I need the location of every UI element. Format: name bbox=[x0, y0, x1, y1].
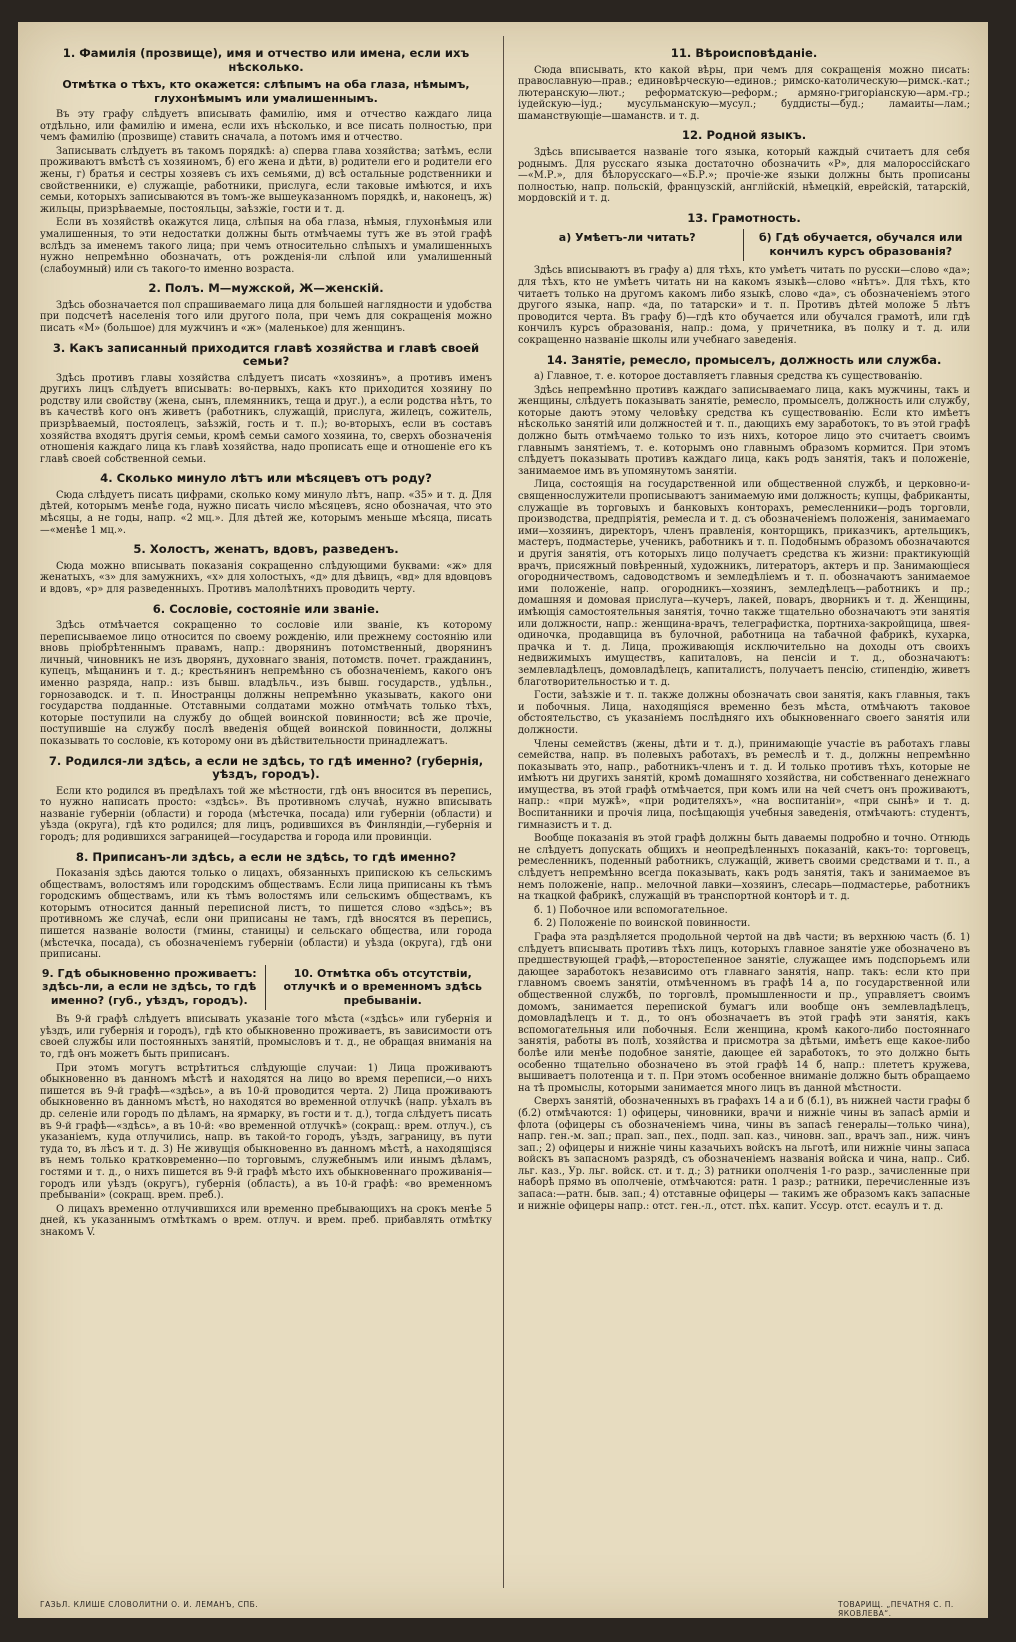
section-4-title: 4. Сколько минуло лѣтъ или мѣсяцевъ отъ роду? bbox=[100, 471, 432, 486]
section-1-paragraph: Записывать слѣдуетъ въ такомъ порядкѣ: а) сперва глава хозяйства; затѣмъ, если проживаютъ вмѣстѣ съ хозяиномъ, б) его жена и дѣти, в) родители его и родители его жены, г) братья и сестры хозяевъ съ ихъ семьями, д) всѣ остальные родственники и свойственники, е) служащіе, работники, прислуга, если таковые имѣются, и ихъ семьи, которыхъ записываются въ томъ-же вышеуказанномъ порядкѣ, и, наконецъ, ж) жильцы, призрѣваемые, постояльцы, заѣзжіе, гости и т. д. bbox=[40, 145, 492, 215]
section-13b-title: б) Гдѣ обучается, обучался или кончилъ курсъ образованія? bbox=[759, 231, 963, 258]
section-14a-heading: а) Главное, т. е. которое доставляетъ главныя средства къ существованію. bbox=[534, 371, 923, 383]
section-9-paragraph: Въ 9-й графѣ слѣдуетъ вписывать указаніе того мѣста («здѣсь» или губернія и уѣздъ, или губернія и городъ), гдѣ кто обыкновенно проживаетъ, въ зависимости отъ своей службы или постоянныхъ занятій, промысловъ и т. д., не обращая вниманія на то, гдѣ онъ можетъ быть приписанъ. bbox=[40, 1014, 492, 1061]
section-12-paragraph: Здѣсь вписывается названіе того языка, который каждый считаетъ для себя роднымъ. Для русскаго языка достаточно обозначить «Р», для малороссійскаго—«М.Р.», для бѣлорусскаго—«Б.Р.»; прочіе-же языки должны быть прописаны полностью, напр. польскій, французскій, англійскій, нѣмецкій, еврейскій, татарскій, мордовскій и т. д. bbox=[518, 146, 970, 205]
section-10-title: 10. Отмѣтка объ отсутствіи, отлучкѣ и о временномъ здѣсь пребываніи. bbox=[283, 966, 482, 1007]
section-11-title: 11. Вѣроисповѣданіе. bbox=[670, 46, 818, 60]
column-divider bbox=[503, 36, 504, 1588]
section-11-paragraph: Сюда вписывать, кто какой вѣры, при чемъ для сокращенія можно писать: православную—прав.; единовѣрческую—единов.; римско-католическую—римск.-кат.; лютеранскую—лют.; реформатскую—реформ.; армяно-григоріанскую—арм.-гр.; іудейскую—іуд.; мусульманскую—мусул.; буддисты—буд.; ламаиты—лам.; шаманствующіе—шаманств. и т. д. bbox=[518, 64, 970, 122]
section-13a-title: а) Умѣетъ-ли читать? bbox=[558, 231, 696, 245]
section-9-paragraph: О лицахъ временно отлучившихся или временно пребывающихъ на срокъ менѣе 5 дней, къ указаннымъ отмѣткамъ о врем. отлуч. и врем. преб. прибавлять отмѣтку знакомъ V. bbox=[40, 1203, 492, 1238]
section-8-paragraph: Показанія здѣсь даются только о лицахъ, обязанныхъ припискою къ сельскимъ обществамъ, волостямъ или городскимъ обществамъ. Если лица приписаны къ тѣмъ городскимъ обществамъ, или къ тѣмъ волостямъ или сельскимъ обществамъ, къ которымъ относится данный переписной листъ, то пишется слово «здѣсь»; въ противномъ же случаѣ, если они приписаны не тамъ, гдѣ вносятся въ перепись, пишется названіе волости (гмины, станицы) и сельскаго общества, или города (мѣстечка, посада), съ обозначеніемъ губерніи (области) и уѣзда (округа), гдѣ они приписаны. bbox=[40, 868, 492, 961]
section-3-title: 3. Какъ записанный приходится главѣ хозяйства и главѣ своей семьи? bbox=[52, 340, 480, 369]
section-13-title: 13. Грамотность. bbox=[687, 210, 801, 225]
section-2-paragraph: Здѣсь обозначается пол спрашиваемаго лица для большей наглядности и удобства при подсчетѣ населенія того или другого пола, при чемъ для сокращенія можно писать «М» (большое) для мужчинъ и «ж» (маленькое) для женщинъ. bbox=[40, 299, 492, 334]
section-5-title: 5. Холостъ, женатъ, вдовъ, разведенъ. bbox=[133, 542, 399, 557]
census-instructions-sheet bbox=[18, 22, 988, 1618]
section-8-title: 8. Приписанъ-ли здѣсь, а если не здѣсь, то гдѣ именно? bbox=[75, 849, 457, 864]
section-14-paragraph: Гости, заѣзжіе и т. п. также должны обозначать свои занятія, какъ главныя, такъ и побочныя. Лица, находящіяся временно безъ мѣста, отмѣчаютъ таковое обстоятельство, съ указаніемъ послѣдняго ихъ обыкновеннаго своего занятія или должности. bbox=[518, 690, 970, 736]
section-13-paragraph: Здѣсь вписываютъ въ графу а) для тѣхъ, кто умѣетъ читать по русски—слово «да»; для тѣхъ, кто не умѣетъ читать ни на какомъ языкѣ—слово «нѣтъ». Для тѣхъ, кто читаетъ только на другомъ какомъ либо языкѣ, слово «да», съ обозначеніемъ этого другого языка, напр. «да, по татарски» и т. п. Противъ дѣтей моложе 5 лѣтъ проводится черта. Въ графу б)—гдѣ кто обучается или обучался грамотѣ, или гдѣ кончилъ курсъ образованія, напр.: дома, у причетника, въ полку и т. д. или сокращенно названіе школы или учебнаго заведенія. bbox=[518, 265, 970, 346]
section-4-paragraph: Сюда слѣдуетъ писать цифрами, сколько кому минуло лѣтъ, напр. «35» и т. д. Для дѣтей, которымъ менѣе года, нужно писать число мѣсяцевъ, ясно обозначая, что это мѣсяцы, а не годы, напр. «2 мц.». Для дѣтей же, которымъ меньше мѣсяца, писать—«менѣе 1 мц.». bbox=[40, 489, 492, 536]
section-7-title: 7. Родился-ли здѣсь, а если не здѣсь, то гдѣ именно? (губернія, уѣздъ, городъ). bbox=[48, 753, 484, 782]
section-14-paragraph: Лица, состоящія на государственной или общественной службѣ, и церковно-и-священнослужители прописываютъ занимаемую ими должность; купцы, фабриканты, служащіе въ торговыхъ и банковыхъ конторахъ, ремесленники—родъ торговли, производства, предпріятія, ремесла и т. д. съ обозначеніемъ положенія, занимаемаго ими—хозяинъ, директоръ, членъ правленія, конторщикъ, приказчикъ, артельщикъ, мастеръ, подмастерье, ученикъ, работникъ и т. п. Подобнымъ образомъ обозначаются и другія занятія, отъ которыхъ лицо получаетъ средства къ жизни: практикующій врачъ, присяжный повѣренный, художникъ, литераторъ, актеръ и пр. Занимающіеся огородничествомъ, садоводствомъ и земледѣліемъ и т. п. обозначаютъ занимаемое ими положеніе, напр. огородникъ—хозяинъ, земледѣлецъ—работникъ и пр.; домашняя и домовая прислуга—кучеръ, лакей, поваръ, дворникъ и т. д. Женщины, имѣющія самостоятельныя занятія, точно также тщательно обозначаютъ эти занятія или должности, напр.: женщина-врачъ, телеграфистка, портниха-закройщица, швея-одиночка, продавщица въ булочной, работница на табачной фабрикѣ, кухарка, прачка и т. д. Лица, проживающія исключительно на доходы отъ своихъ недвижимыхъ имуществъ, капиталовъ, на пенсіи и т. д., обозначаютъ: землевладѣлецъ, домовладѣлецъ, капиталистъ, получаетъ пенсію, стипендію, живетъ благотворительностью и т. д. bbox=[518, 479, 970, 688]
section-13-subheader bbox=[518, 229, 970, 261]
section-14-paragraph: Сверхъ занятій, обозначенныхъ въ графахъ 14 а и б (б.1), въ нижней части графы б (б.2) отмѣчаются: 1) офицеры, чиновники, врачи и нижніе чины въ запасѣ арміи и флота (офицеры съ обозначеніемъ чина, чины въ запасѣ генералы—только чина), напр. ген.-м. зап.; прап. зап., пех., подп. зап. каз., чиновн. зап., врачъ зап., ниж. чинъ зап.; 2) офицеры и нижніе чины казачьихъ войскъ на льготѣ, или нижніе чины запаса войскъ въ запасномъ разрядѣ, съ обозначеніемъ названія войска и чина, напр.. Сиб. льг. каз., Ур. льг. войск. ст. и т. д.; 3) ратники ополченія 1-го разр., зачисленные при наборѣ прямо въ ополченіе, отмѣчаются: ратн. 1 разр.; ратники, перечисленные изъ запаса:—ратн. быв. зап.; 4) отставные офицеры — такимъ же образомъ какъ запасные и нижніе офицеры напр.: отст. ген.-л., отст. пѣх. капит. Уссур. отст. есаулъ и т. д. bbox=[518, 1096, 970, 1212]
section-14-paragraph: Вообще показанія въ этой графѣ должны быть даваемы подробно и точно. Отнюдь не слѣдуетъ допускать общихъ и неопредѣленныхъ показаній, какъ-то: торговецъ, ремесленникъ, поденный работникъ, служащій, живетъ своими средствами и т. п., а слѣдуетъ непремѣнно всегда показывать, какъ родъ занятія, такъ и занимаемое въ немъ положеніе, напр.. мелочной лавки—хозяинъ, слесарь—подмастерье, работникъ на ткацкой фабрикѣ, служащій въ транспортной конторѣ и т. д. bbox=[518, 833, 970, 903]
section-9-title: 9. Гдѣ обыкновенно проживаетъ: здѣсь-ли, а если не здѣсь, то гдѣ именно? (губ., уѣздъ, городъ). bbox=[41, 966, 257, 1007]
section-1-subtitle: Отмѣтка о тѣхъ, кто окажется: слѣпымъ на оба глаза, нѣмымъ, глухонѣмымъ или умалишеннымъ. bbox=[62, 78, 470, 105]
section-14b1-heading: б. 1) Побочное или вспомогательное. bbox=[534, 904, 728, 916]
section-7-paragraph: Если кто родился въ предѣлахъ той же мѣстности, гдѣ онъ вносится въ перепись, то нужно написать просто: «здѣсь». Въ противномъ случаѣ, нужно вписывать названіе губерніи (области) и города (мѣстечка, посада) или губерніи (области) и уѣзда (округа), гдѣ кто родился; для лицъ, родившихся въ Финляндіи,—губернія и городъ; для родившихся заграницей—государства и города или провинціи. bbox=[40, 785, 492, 843]
section-1-paragraph: Если въ хозяйствѣ окажутся лица, слѣпыя на оба глаза, нѣмыя, глухонѣмыя или умалишенныя, то эти недостатки должны быть отмѣчаемы тутъ же въ этой графѣ вслѣдъ за именемъ такого лица; при чемъ относительно слѣпыхъ и умалишенныхъ нужно непремѣнно обозначать, отъ рожденія-ли слѣпой или умалишенный (слабоумный) или съ такого-то именно возраста. bbox=[40, 217, 492, 275]
section-14b2-heading: б. 2) Положеніе по воинской повинности. bbox=[534, 918, 751, 930]
right-column bbox=[518, 40, 970, 1585]
section-6-title: 6. Сословіе, состояніе или званіе. bbox=[152, 601, 380, 616]
section-12-title: 12. Родной языкъ. bbox=[681, 128, 807, 143]
section-9-paragraph: При этомъ могутъ встрѣтиться слѣдующіе случаи: 1) Лица проживаютъ обыкновенно въ данномъ мѣстѣ и находятся на лицо во время переписи,—о нихъ пишется въ 9-й графѣ—«здѣсь», а въ 10-й проводится черта. 2) Лица проживаютъ обыкновенно въ данномъ мѣстѣ, но находятся во временной отлучкѣ (напр. уѣхалъ въ др. селеніе или городъ по дѣламъ, на ярмарку, въ гости и т. д.), тогда слѣдуетъ писать въ 9-й графѣ—«здѣсь», а въ 10-й: «во временной отлучкѣ» (сокращ.: врем. отлуч.), съ указаніемъ, куда отлучились, напр. въ такой-то городъ, уѣздъ, заграницу, въ пути туда то, въ лѣсъ и т. д. 3) Не живущія обыкновенно въ данномъ мѣстѣ, а находящіяся въ немъ только кратковременно—по торговымъ, служебнымъ или инымъ дѣламъ, гостями и т. д., о нихъ пишется въ 9-й графѣ мѣсто ихъ обыкновеннаго проживанія—городъ или уѣздъ (округъ), губернія (область), а въ 10-й графѣ: «во временномъ пребываніи» (сокращ. врем. преб.). bbox=[40, 1062, 492, 1202]
section-14-title: 14. Занятіе, ремесло, промыселъ, должность или служба. bbox=[546, 352, 942, 367]
section-2-title: 2. Полъ. М—мужской, Ж—женскій. bbox=[148, 281, 384, 296]
section-14-paragraph: Члены семействъ (жены, дѣти и т. д.), принимающіе участіе въ работахъ главы семейства, напр. въ полевыхъ работахъ, въ ремеслѣ и т. д., должны непремѣнно показывать это, напр., работникъ-членъ и т. д. И только противъ тѣхъ, которые не имѣютъ ни другихъ занятій, кромѣ домашняго хозяйства, ни собственнаго денежнаго имущества, въ этой графѣ отмѣчается, при комъ или на чей счетъ онъ проживаютъ, напр.: «при мужѣ», «при родителяхъ», «на воспитаніи», «при сынѣ» и т. д. Воспитанники и прочія лица, посѣщающія учебныя заведенія, отмѣчаютъ: студентъ, гимназистъ и т. д. bbox=[518, 738, 970, 831]
printer-imprint-right: ТОВАРИЩ. „ПЕЧАТНЯ С. П. ЯКОВЛЕВА“. bbox=[838, 1600, 954, 1618]
printer-imprint-left: ГАЗЬЛ. КЛИШЕ СЛОВОЛИТНИ О. И. ЛЕМАНЪ, СПБ. bbox=[40, 1600, 259, 1609]
section-14-paragraph: Здѣсь непремѣнно противъ каждаго записываемаго лица, какъ мужчины, такъ и женщины, слѣдуетъ показывать занятіе, ремесло, промыселъ, должность или службу, которые даютъ этому человѣку средства къ существованію. Если кто имѣетъ нѣсколько занятій или должностей и т. п., дающихъ ему заработокъ, то въ этой графѣ должно быть отмѣчаемо только то изъ нихъ, которое лицо это считаетъ своимъ главнымъ занятіемъ, т. е. которымъ оно главнымъ образомъ кормится. При этомъ слѣдуетъ показывать противъ каждаго лица, какъ родъ занятія, такъ и положеніе, занимаемое имъ въ упомянутомъ занятіи. bbox=[518, 384, 970, 477]
sections-9-10-header bbox=[40, 965, 492, 1011]
left-column bbox=[40, 40, 492, 1585]
section-1-paragraph: Въ эту графу слѣдуетъ вписывать фамилію, имя и отчество каждаго лица отдѣльно, или фамилію и имена, если ихъ нѣсколько, и все писать полностью, при чемъ фамилію (прозвище) ставить сначала, а потомъ имя и отчество. bbox=[40, 109, 492, 144]
section-14-paragraph: Графа эта раздѣляется продольной чертой на двѣ части; въ верхнюю часть (б. 1) слѣдуетъ вписывать противъ тѣхъ лицъ, которыхъ главное занятіе уже обозначено въ предшествующей графѣ,—второстепенное занятіе, служащее имъ подспорьемъ или дающее заработокъ независимо отъ главнаго занятія, напр. такъ: если кто при главномъ своемъ занятіи, отмѣченномъ въ графѣ 14 а, по государственной или общественной службѣ, по торговлѣ, промышленности и пр., управляетъ своимъ домомъ, занимается перепиской бумагъ или вообще онъ землевладѣлецъ, домовладѣлецъ и т. д., то онъ обозначаетъ въ этой графѣ эти занятія, какъ вспомогательныя или побочныя. Если женщина, кромѣ какого-либо постояннаго занятія, работы въ полѣ, хозяйства и присмотра за дѣтьми, имѣетъ еще какое-либо болѣе или менѣе подобное занятіе, дающее ей заработокъ, то это должно быть особенно тщательно обозначено въ этой графѣ 14 б, напр.: плететъ кружева, вышиваетъ полотенца и т. п. При этомъ особенное вниманіе должно быть обращаемо на тѣ промыслы, которыми занимается много лицъ въ данной мѣстности. bbox=[518, 932, 970, 1094]
section-6-paragraph: Здѣсь отмѣчается сокращенно то сословіе или званіе, къ которому переписываемое лицо относится по своему рожденію, или прежнему состоянію или вновь пріобрѣтеннымъ правамъ, напр.: дворянинъ потомственный, дворянинъ личный, чиновникъ не изъ дворянъ, духовнаго званія, потомств. почет. гражданинъ, купецъ, мѣщанинъ и т. д.; крестьянинъ непремѣнно съ обозначеніемъ, какого онъ именно разряда, напр.: изъ бывш. владѣльч., изъ бывш. государств., удѣльн., горнозаводск. и т. п. Иностранцы должны непремѣнно указывать, какого они государства подданные. Отставными солдатами можно отмѣчать только тѣхъ, которые поступили на службу до общей воинской повинности; всѣ же прочіе, поступившіе на службу послѣ введенія общей воинской повинности, должны показывать то сословіе, къ которому они въ дѣйствительности принадлежатъ. bbox=[40, 620, 492, 747]
section-5-paragraph: Сюда можно вписывать показанія сокращенно слѣдующими буквами: «ж» для женатыхъ, «з» для замужнихъ, «х» для холостыхъ, «д» для дѣвицъ, «вд» для вдовцовъ и вдовъ, «р» для разведенныхъ. Противъ малолѣтнихъ проводить черту. bbox=[40, 560, 492, 595]
section-1-title: 1. Фамилія (прозвище), имя и отчество или имена, если ихъ нѣсколько. bbox=[62, 46, 470, 74]
section-3-paragraph: Здѣсь противъ главы хозяйства слѣдуетъ писать «хозяинъ», а противъ именъ другихъ лицъ слѣдуетъ вписывать: во-первыхъ, какъ кто приходится хозяину по родству или свойству (жена, сынъ, племянникъ, теща и друг.), а если родства нѣтъ, то въ качествѣ кого онъ живетъ (работникъ, служащій, прислуга, жилецъ, сожитель, призрѣваемый, постоялецъ, заѣзжій, гость и т. п.); во-вторыхъ, если въ составъ хозяйства входятъ другія семьи, кромѣ семьи самого хозяина, то, сверхъ обозначенія отношенія каждаго лица къ главѣ хозяйства, надо прописать еще и отношеніе его къ главѣ своей собственной семьи. bbox=[40, 372, 492, 465]
